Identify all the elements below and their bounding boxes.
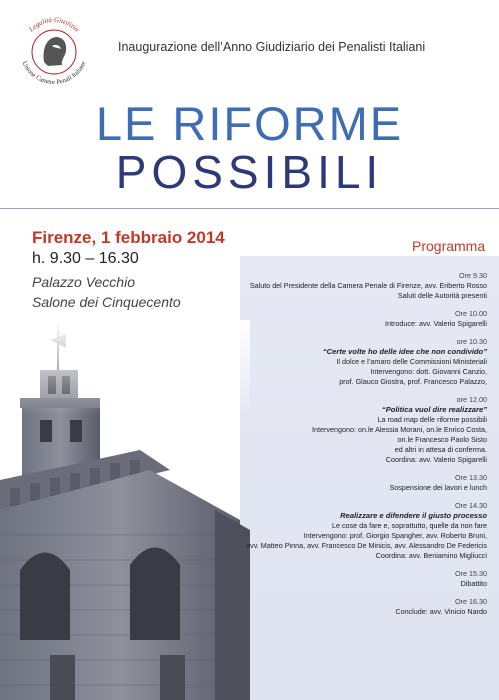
programma-line: Intervengono: dott. Giovanni Canzio,	[370, 367, 487, 376]
programma-time: Ore 9.30	[459, 271, 487, 280]
programma-time: Ore 15.30	[455, 569, 487, 578]
programma-line: Sospensione dei lavori e lunch	[389, 483, 487, 492]
ucpi-logo	[12, 10, 96, 94]
palazzo-vecchio-tower-image	[0, 320, 250, 700]
title-line-1: LE RIFORME	[95, 97, 404, 150]
programma-line: Conclude: avv. Vinicio Nardo	[395, 607, 487, 616]
programma-line: Introduce: avv. Valerio Spigarelli	[384, 319, 487, 328]
programma-line: Il dolce e l’amaro delle Commissioni Ministeriali	[336, 357, 487, 366]
event-city-date: Firenze, 1 febbraio 2014	[32, 228, 225, 247]
event-hours: h. 9.30 – 16.30	[32, 250, 139, 267]
title-line-2: POSSIBILI	[115, 146, 384, 198]
programma-time: ore 12.00	[456, 395, 487, 404]
programma-line: prof. Glauco Giostra, prof. Francesco Palazzo,	[339, 377, 487, 386]
programma-line: Saluto del Presidente della Camera Penale di Firenze, avv. Eriberto Rosso	[249, 281, 487, 290]
event-venue-2: Salone dei Cinquecento	[32, 294, 181, 310]
programma-time: ore 10.30	[456, 337, 487, 346]
programma-time: Ore 13.30	[455, 473, 487, 482]
programma-time: Ore 16.30	[455, 597, 487, 606]
programma-line: Coordina: avv. Beniamino Migliucci	[375, 551, 487, 560]
programma-line: La road map delle riforme possibili	[377, 415, 487, 424]
programma-line: ed altri in attesa di conferma.	[394, 445, 487, 454]
event-subtitle: Inaugurazione dell’Anno Giudiziario dei Penalisti Italiani	[118, 40, 426, 54]
programma-line: Intervengono: prof. Giorgio Spangher, avv. Roberto Bruni,	[303, 531, 487, 540]
programma-line: Coordina: avv. Valerio Spigarelli	[385, 455, 487, 464]
logo-arc-top: Legalità Giustizia	[27, 15, 81, 34]
divider	[0, 208, 499, 209]
programma-session-title: “Politica vuol dire realizzare”	[381, 405, 487, 414]
programma-time: Ore 10.00	[455, 309, 487, 318]
programma-session-title: Realizzare e difendere il giusto processo	[340, 511, 487, 520]
programma-session-title: “Certe volte ho delle idee che non condivido”	[322, 347, 487, 356]
programma-line: Le cose da fare e, soprattutto, quelle da non fare	[331, 521, 487, 530]
programma-time: Ore 14.30	[455, 501, 487, 510]
logo-arc-bottom: Unione Camere Penali Italiane	[20, 60, 88, 87]
programma-line: avv. Matteo Pinna, avv. Francesco De Minicis, avv. Alessandro De Federicis	[246, 541, 487, 550]
event-venue-1: Palazzo Vecchio	[32, 274, 135, 290]
programma-line: Dibattito	[460, 579, 487, 588]
programma-line: on.le Francesco Paolo Sisto	[397, 435, 487, 444]
programma-heading: Programma	[412, 238, 486, 254]
programma-line: Intervengono: on.le Alessia Morani, on.le Enrico Costa,	[312, 425, 487, 434]
programma-line: Saluti delle Autorità presenti	[397, 291, 487, 300]
